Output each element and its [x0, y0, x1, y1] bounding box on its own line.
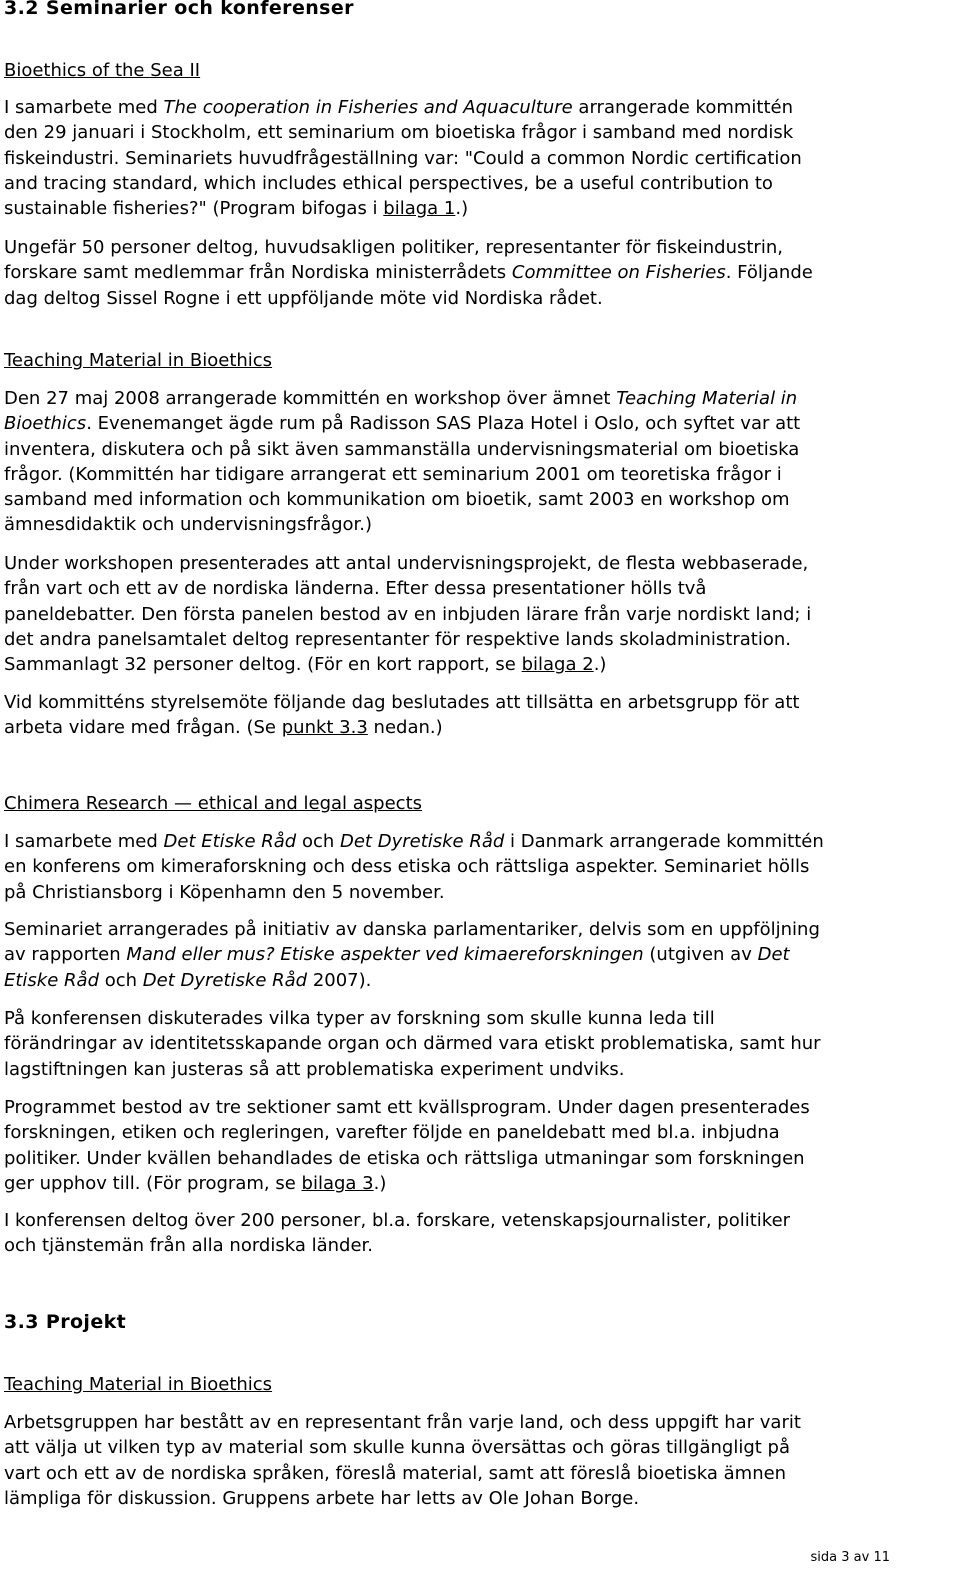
text: .) — [593, 654, 607, 676]
text: Ungefär 50 personer deltog, huvudsakligen politiker, representanter för fiskeindustrin, forskare samt medlemmar från Nordiska ministerrådets — [4, 237, 783, 284]
paragraph-chimera-5: I konferensen deltog över 200 personer, bl.a. forskare, vetenskapsjournalister, politiker och tjänstemän från alla nordiska länder. — [4, 1210, 791, 1257]
link-punkt-3-3[interactable]: punkt 3.3 — [281, 717, 368, 739]
paragraph-chimera-4 — [4, 1095, 960, 1196]
link-bilaga-3[interactable]: bilaga 3 — [301, 1172, 374, 1194]
section-heading-3-3: 3.3 Projekt — [4, 1311, 127, 1333]
text: .) — [455, 198, 469, 220]
text: i Danmark arrangerade kommittén en konferens om kimeraforskning och dess etiska och rättsliga aspekter. Seminariet hölls på Christiansborg i Köpenhamn den 5 november. — [4, 831, 824, 903]
section-heading-3-2: 3.2 Seminarier och konferenser — [4, 0, 354, 19]
paragraph-teaching-2 — [4, 551, 960, 677]
text: arrangerade kommittén den 29 januari i Stockholm, ett seminarium om bioetiska frågor i samband med nordisk fiskeindustri. Seminariets huvudfrågeställning var: "Could a common Nordic certification and tracing standard, which includes ethical perspectives, be a useful contribution to sustainable fisheries?" (Program bifogas i — [4, 97, 802, 220]
paragraph-chimera-1 — [4, 829, 960, 905]
org-name: Det Dyretiske Råd — [142, 969, 308, 991]
text: Under workshopen presenterades att antal undervisningsprojekt, de flesta webbaserade, från vart och ett av de nordiska länderna. Efter dessa presentationer hölls två paneldebatter. Den första panelen bestod av en inbjuden lärare från varje nordiskt land; i det andra panelsamtalet deltog representanter för respektive lands skoladministration. Sammanlagt 32 personer deltog. (För en kort rapport, se — [4, 553, 812, 676]
text: (utgiven av — [643, 944, 758, 966]
paragraph-project-teaching: Arbetsgruppen har bestått av en representant från varje land, och dess uppgift har varit att välja ut vilken typ av material som skulle kunna översättas och göras tillgängligt på vart och ett av de nordiska språken, föreslå material, samt att föreslå bioetiska ämnen lämpliga för diskussion. Gruppens arbete har letts av Ole Johan Borge. — [4, 1412, 801, 1509]
link-bilaga-1[interactable]: bilaga 1 — [383, 198, 456, 220]
text: och — [99, 969, 143, 991]
text: nedan.) — [367, 717, 443, 739]
subheading-bioethics-sea[interactable]: Bioethics of the Sea II — [4, 60, 201, 81]
text: I samarbete med — [4, 831, 164, 852]
text: Programmet bestod av tre sektioner samt ett kvällsprogram. Under dagen presenterades forskningen, etiken och regleringen, varefter följde en paneldebatt med bl.a. inbjudna politiker. Under kvällen behandlades de etiska och rättsliga utmaningar som forskningen ger upphov till. (För program, se — [4, 1097, 810, 1194]
org-name: Det Dyretiske Råd — [340, 831, 505, 852]
report-title: Mand eller mus? Etiske aspekter ved kimaereforskningen — [126, 944, 644, 966]
text: Den 27 maj 2008 arrangerade kommittén en workshop över ämnet — [4, 388, 617, 409]
subheading-teaching-material[interactable]: Teaching Material in Bioethics — [4, 350, 273, 371]
committee-name: Committee on Fisheries — [511, 262, 726, 284]
subheading-chimera-research[interactable]: Chimera Research — ethical and legal aspects — [4, 793, 423, 814]
paragraph-teaching-3 — [4, 690, 960, 741]
text: I samarbete med — [4, 97, 164, 118]
text: 2007). — [307, 969, 372, 991]
paragraph-bioethics-sea-2 — [4, 235, 960, 311]
text: Seminariet arrangerades på initiativ av danska parlamentariker, delvis som en uppföljning av rapporten — [4, 919, 820, 966]
text: .) — [373, 1172, 387, 1194]
workshop-title: Teaching Material in Bioethics — [4, 388, 798, 435]
org-name: Det Etiske Råd — [163, 831, 297, 852]
paragraph-bioethics-sea-1 — [4, 95, 960, 221]
paragraph-chimera-3: På konferensen diskuterades vilka typer av forskning som skulle kunna leda till förändringar av identitetsskapande organ och därmed vara etiskt problematiska, samt hur lagstiftningen kan justeras så att problematiska experiment undviks. — [4, 1008, 821, 1080]
text: Vid kommitténs styrelsemöte följande dag beslutades att tillsätta en arbetsgrupp för att arbeta vidare med frågan. (Se — [4, 692, 800, 739]
org-name: Det Etiske Råd — [4, 944, 790, 991]
subheading-teaching-material-project[interactable]: Teaching Material in Bioethics — [4, 1374, 273, 1395]
paragraph-teaching-1 — [4, 386, 960, 538]
text: och — [296, 831, 340, 852]
text: . Evenemanget ägde rum på Radisson SAS Plaza Hotel i Oslo, och syftet var att inventera, diskutera och på sikt även sammanställa undervisningsmaterial om bioetiska frågor. (Kommittén har tidigare arrangerat ett seminarium 2001 om teoretiska frågor i samband med information och kommunikation om bioetik, samt 2003 en workshop om ämnesdidaktik och undervisningsfrågor.) — [4, 413, 801, 536]
paragraph-chimera-2 — [4, 917, 960, 993]
link-bilaga-2[interactable]: bilaga 2 — [521, 654, 594, 676]
page-number: sida 3 av 11 — [810, 1550, 890, 1565]
text: . Följande dag deltog Sissel Rogne i ett uppföljande möte vid Nordiska rådet. — [4, 262, 813, 309]
org-name: The cooperation in Fisheries and Aquaculture — [163, 97, 573, 118]
